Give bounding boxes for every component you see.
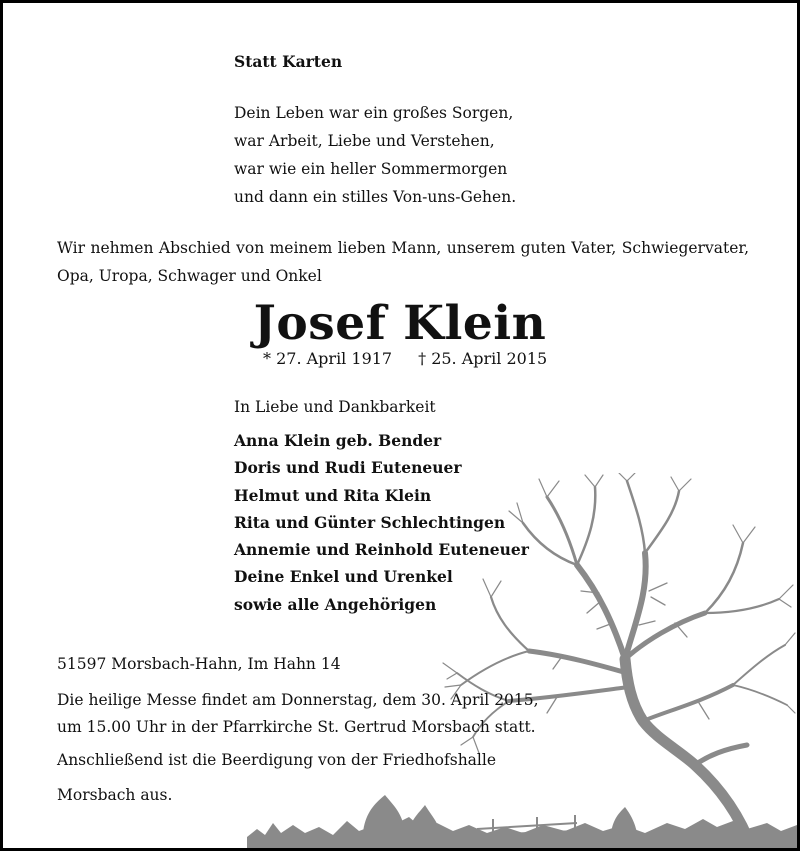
address: 51597 Morsbach-Hahn, Im Hahn 14 [57, 655, 341, 673]
mourner-name: Deine Enkel und Urenkel [234, 567, 453, 587]
burial-info-line-2: Morsbach aus. [57, 786, 173, 804]
service-line: um 15.00 Uhr in der Pfarrkirche St. Gertrud Morsbach statt. [57, 718, 536, 736]
poem-line: war wie ein heller Sommermorgen [234, 160, 508, 178]
mourner-name: Annemie und Reinhold Euteneuer [234, 540, 529, 560]
poem [234, 99, 516, 211]
mourners-list [234, 427, 529, 618]
mourner-name: Rita und Günter Schlechtingen [234, 512, 506, 532]
intro-text [57, 234, 749, 290]
mourner-name: Doris und Rudi Euteneuer [234, 458, 462, 478]
poem-line: Dein Leben war ein großes Sorgen, [234, 104, 514, 122]
header-statt-karten: Statt Karten [234, 52, 343, 71]
mourner-name: sowie alle Angehörigen [234, 594, 437, 614]
mourner-name: Helmut und Rita Klein [234, 485, 432, 505]
service-line: Die heilige Messe findet am Donnerstag, dem 30. April 2015, [57, 691, 539, 709]
service-info [57, 687, 539, 741]
death-date: † 25. April 2015 [418, 349, 548, 368]
burial-info-line-1: Anschließend ist die Beerdigung von der Friedhofshalle [57, 751, 497, 769]
poem-line: war Arbeit, Liebe und Verstehen, [234, 132, 495, 150]
birth-date: * 27. April 1917 [263, 349, 393, 368]
dedication: In Liebe und Dankbarkeit [234, 398, 436, 416]
poem-line: und dann ein stilles Von-uns-Gehen. [234, 188, 517, 206]
intro-line-2: Opa, Uropa, Schwager und Onkel [57, 267, 322, 285]
mourner-name: Anna Klein geb. Bender [234, 431, 442, 450]
intro-line-1: Wir nehmen Abschied von meinem lieben Mann, unserem guten Vater, Schwiegervater, [57, 239, 749, 257]
life-dates [263, 349, 547, 368]
deceased-name: Josef Klein [253, 296, 547, 351]
